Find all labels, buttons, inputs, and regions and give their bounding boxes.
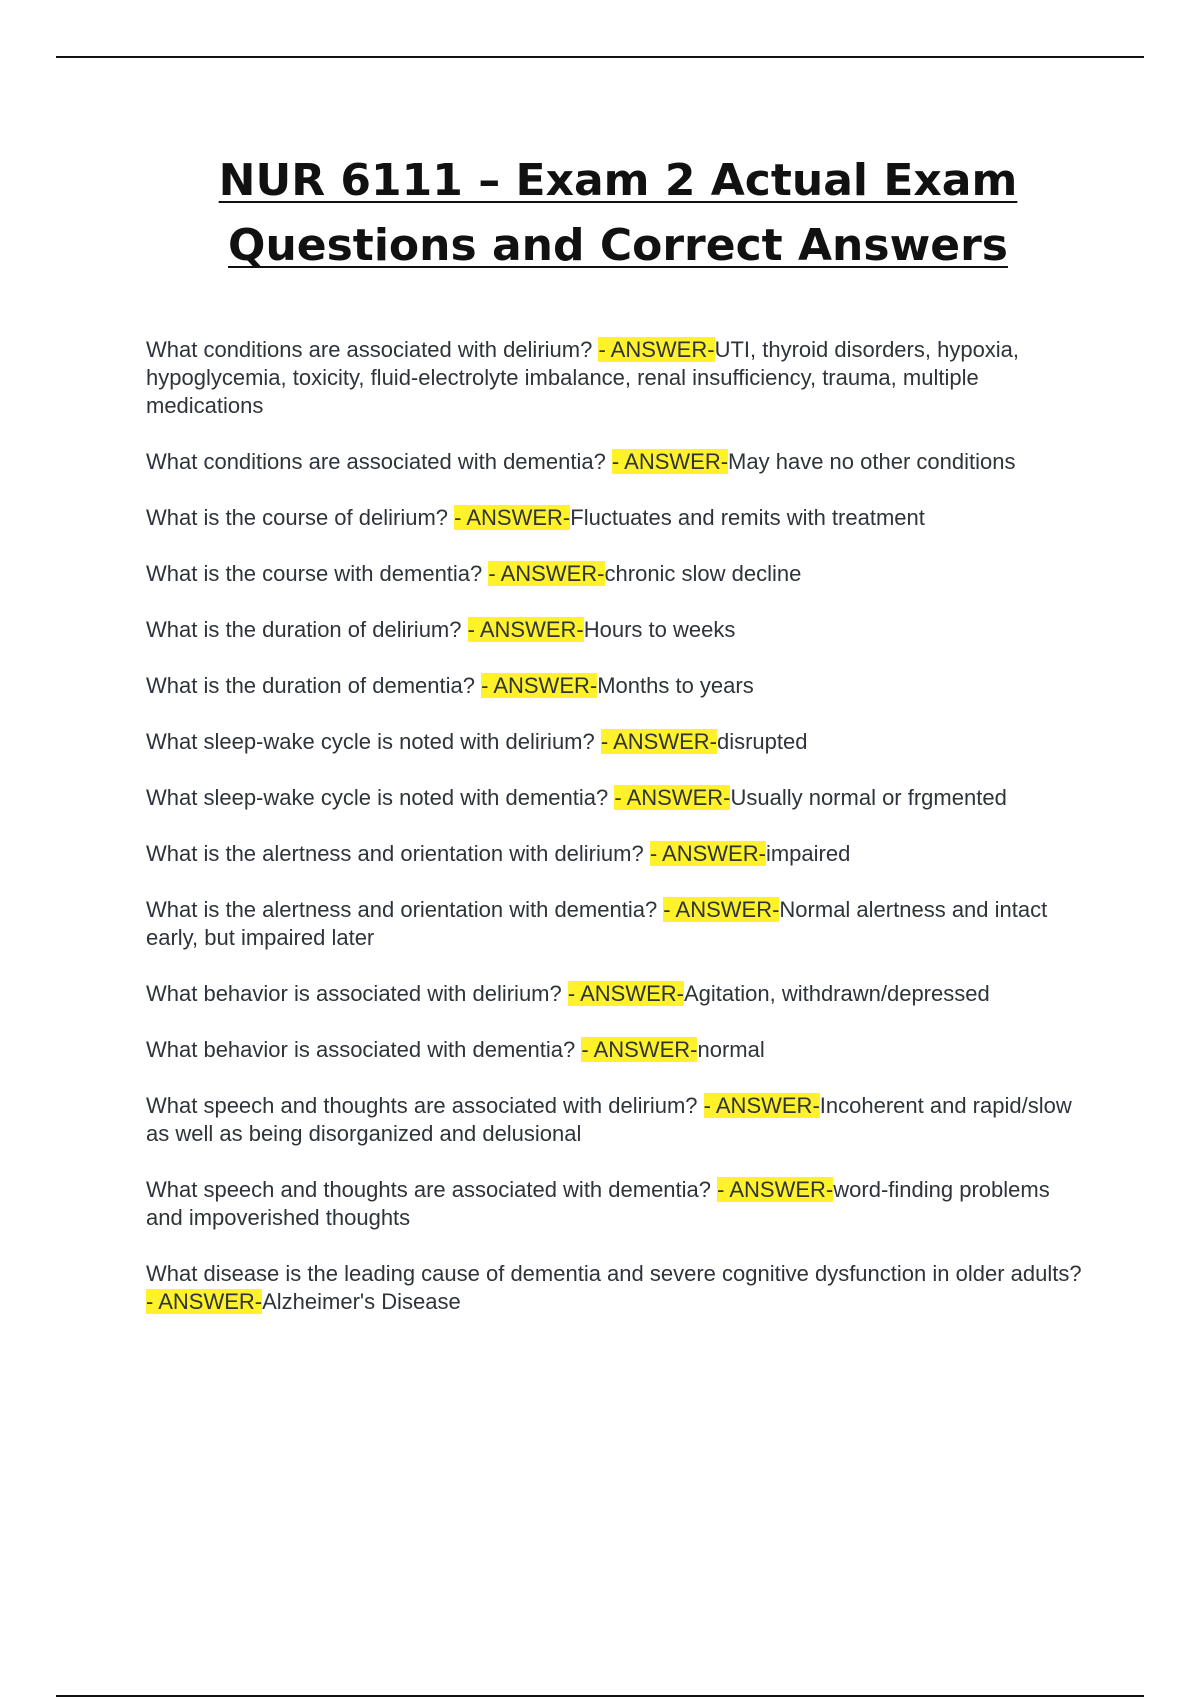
answer-text: word-finding problems and impoverished thoughts bbox=[146, 1177, 1050, 1230]
answer-text: UTI, thyroid disorders, hypoxia, hypoglycemia, toxicity, fluid-electrolyte imbalance, renal insufficiency, trauma, multiple medications bbox=[146, 337, 1020, 418]
answer-text: Months to years bbox=[597, 673, 754, 698]
qa-item bbox=[146, 616, 1086, 644]
answer-marker: - ANSWER- bbox=[481, 673, 598, 698]
answer-text: chronic slow decline bbox=[604, 561, 802, 586]
question-text: What sleep-wake cycle is noted with dementia? bbox=[146, 785, 615, 810]
question-text: What is the alertness and orientation with delirium? bbox=[146, 841, 650, 866]
question-text: What sleep-wake cycle is noted with delirium? bbox=[146, 729, 601, 754]
question-text: What speech and thoughts are associated with dementia? bbox=[146, 1177, 718, 1202]
qa-item bbox=[146, 336, 1086, 420]
question-text: What behavior is associated with delirium? bbox=[146, 981, 568, 1006]
question-text: What is the course with dementia? bbox=[146, 561, 489, 586]
answer-marker: - ANSWER- bbox=[614, 785, 731, 810]
answer-marker: - ANSWER- bbox=[663, 897, 780, 922]
qa-item bbox=[146, 1036, 1086, 1064]
question-text: What is the alertness and orientation with dementia? bbox=[146, 897, 664, 922]
answer-marker: - ANSWER- bbox=[600, 729, 717, 754]
qa-item bbox=[146, 980, 1086, 1008]
answer-text: May have no other conditions bbox=[728, 449, 1016, 474]
qa-item bbox=[146, 672, 1086, 700]
answer-marker: - ANSWER- bbox=[581, 1037, 698, 1062]
question-text: What is the course of delirium? bbox=[146, 505, 455, 530]
answer-text: impaired bbox=[765, 841, 851, 866]
answer-marker: - ANSWER- bbox=[717, 1177, 834, 1202]
qa-item bbox=[146, 728, 1086, 756]
answer-marker: - ANSWER- bbox=[467, 617, 584, 642]
document-title bbox=[0, 148, 1200, 278]
qa-item bbox=[146, 1176, 1086, 1232]
title-line-1: NUR 6111 – Exam 2 Actual Exam bbox=[218, 155, 1018, 206]
answer-marker: - ANSWER- bbox=[611, 449, 729, 474]
answer-marker: - ANSWER- bbox=[488, 561, 605, 586]
top-rule bbox=[56, 56, 1144, 58]
qa-item bbox=[146, 560, 1086, 588]
qa-list bbox=[146, 336, 1086, 1344]
answer-text: Incoherent and rapid/slow as well as being disorganized and delusional bbox=[146, 1093, 1072, 1146]
answer-text: Agitation, withdrawn/depressed bbox=[683, 981, 990, 1006]
answer-text: Fluctuates and remits with treatment bbox=[570, 505, 925, 530]
question-text: What behavior is associated with dementia? bbox=[146, 1037, 582, 1062]
title-line-2: Questions and Correct Answers bbox=[228, 220, 1008, 271]
answer-text: Hours to weeks bbox=[583, 617, 736, 642]
answer-marker: - ANSWER- bbox=[454, 505, 571, 530]
answer-text: Alzheimer's Disease bbox=[262, 1289, 461, 1314]
question-text: What disease is the leading cause of dementia and severe cognitive dysfunction in older adults? bbox=[146, 1261, 1082, 1286]
qa-item bbox=[146, 1260, 1086, 1316]
qa-item bbox=[146, 840, 1086, 868]
answer-marker: - ANSWER- bbox=[146, 1289, 263, 1314]
bottom-rule bbox=[56, 1695, 1144, 1697]
qa-item bbox=[146, 784, 1086, 812]
question-text: What conditions are associated with delirium? bbox=[146, 337, 599, 362]
qa-item bbox=[146, 896, 1086, 952]
question-text: What is the duration of delirium? bbox=[146, 617, 468, 642]
question-text: What is the duration of dementia? bbox=[146, 673, 482, 698]
qa-item bbox=[146, 448, 1086, 476]
answer-text: disrupted bbox=[716, 729, 808, 754]
answer-marker: - ANSWER- bbox=[567, 981, 684, 1006]
question-text: What conditions are associated with dementia? bbox=[146, 449, 612, 474]
answer-marker: - ANSWER- bbox=[649, 841, 766, 866]
answer-text: Usually normal or frgmented bbox=[730, 785, 1007, 810]
answer-text: Normal alertness and intact early, but impaired later bbox=[146, 897, 1048, 950]
question-text: What speech and thoughts are associated with delirium? bbox=[146, 1093, 704, 1118]
answer-marker: - ANSWER- bbox=[598, 337, 715, 362]
answer-text: normal bbox=[697, 1037, 765, 1062]
answer-marker: - ANSWER- bbox=[703, 1093, 820, 1118]
qa-item bbox=[146, 1092, 1086, 1148]
qa-item bbox=[146, 504, 1086, 532]
